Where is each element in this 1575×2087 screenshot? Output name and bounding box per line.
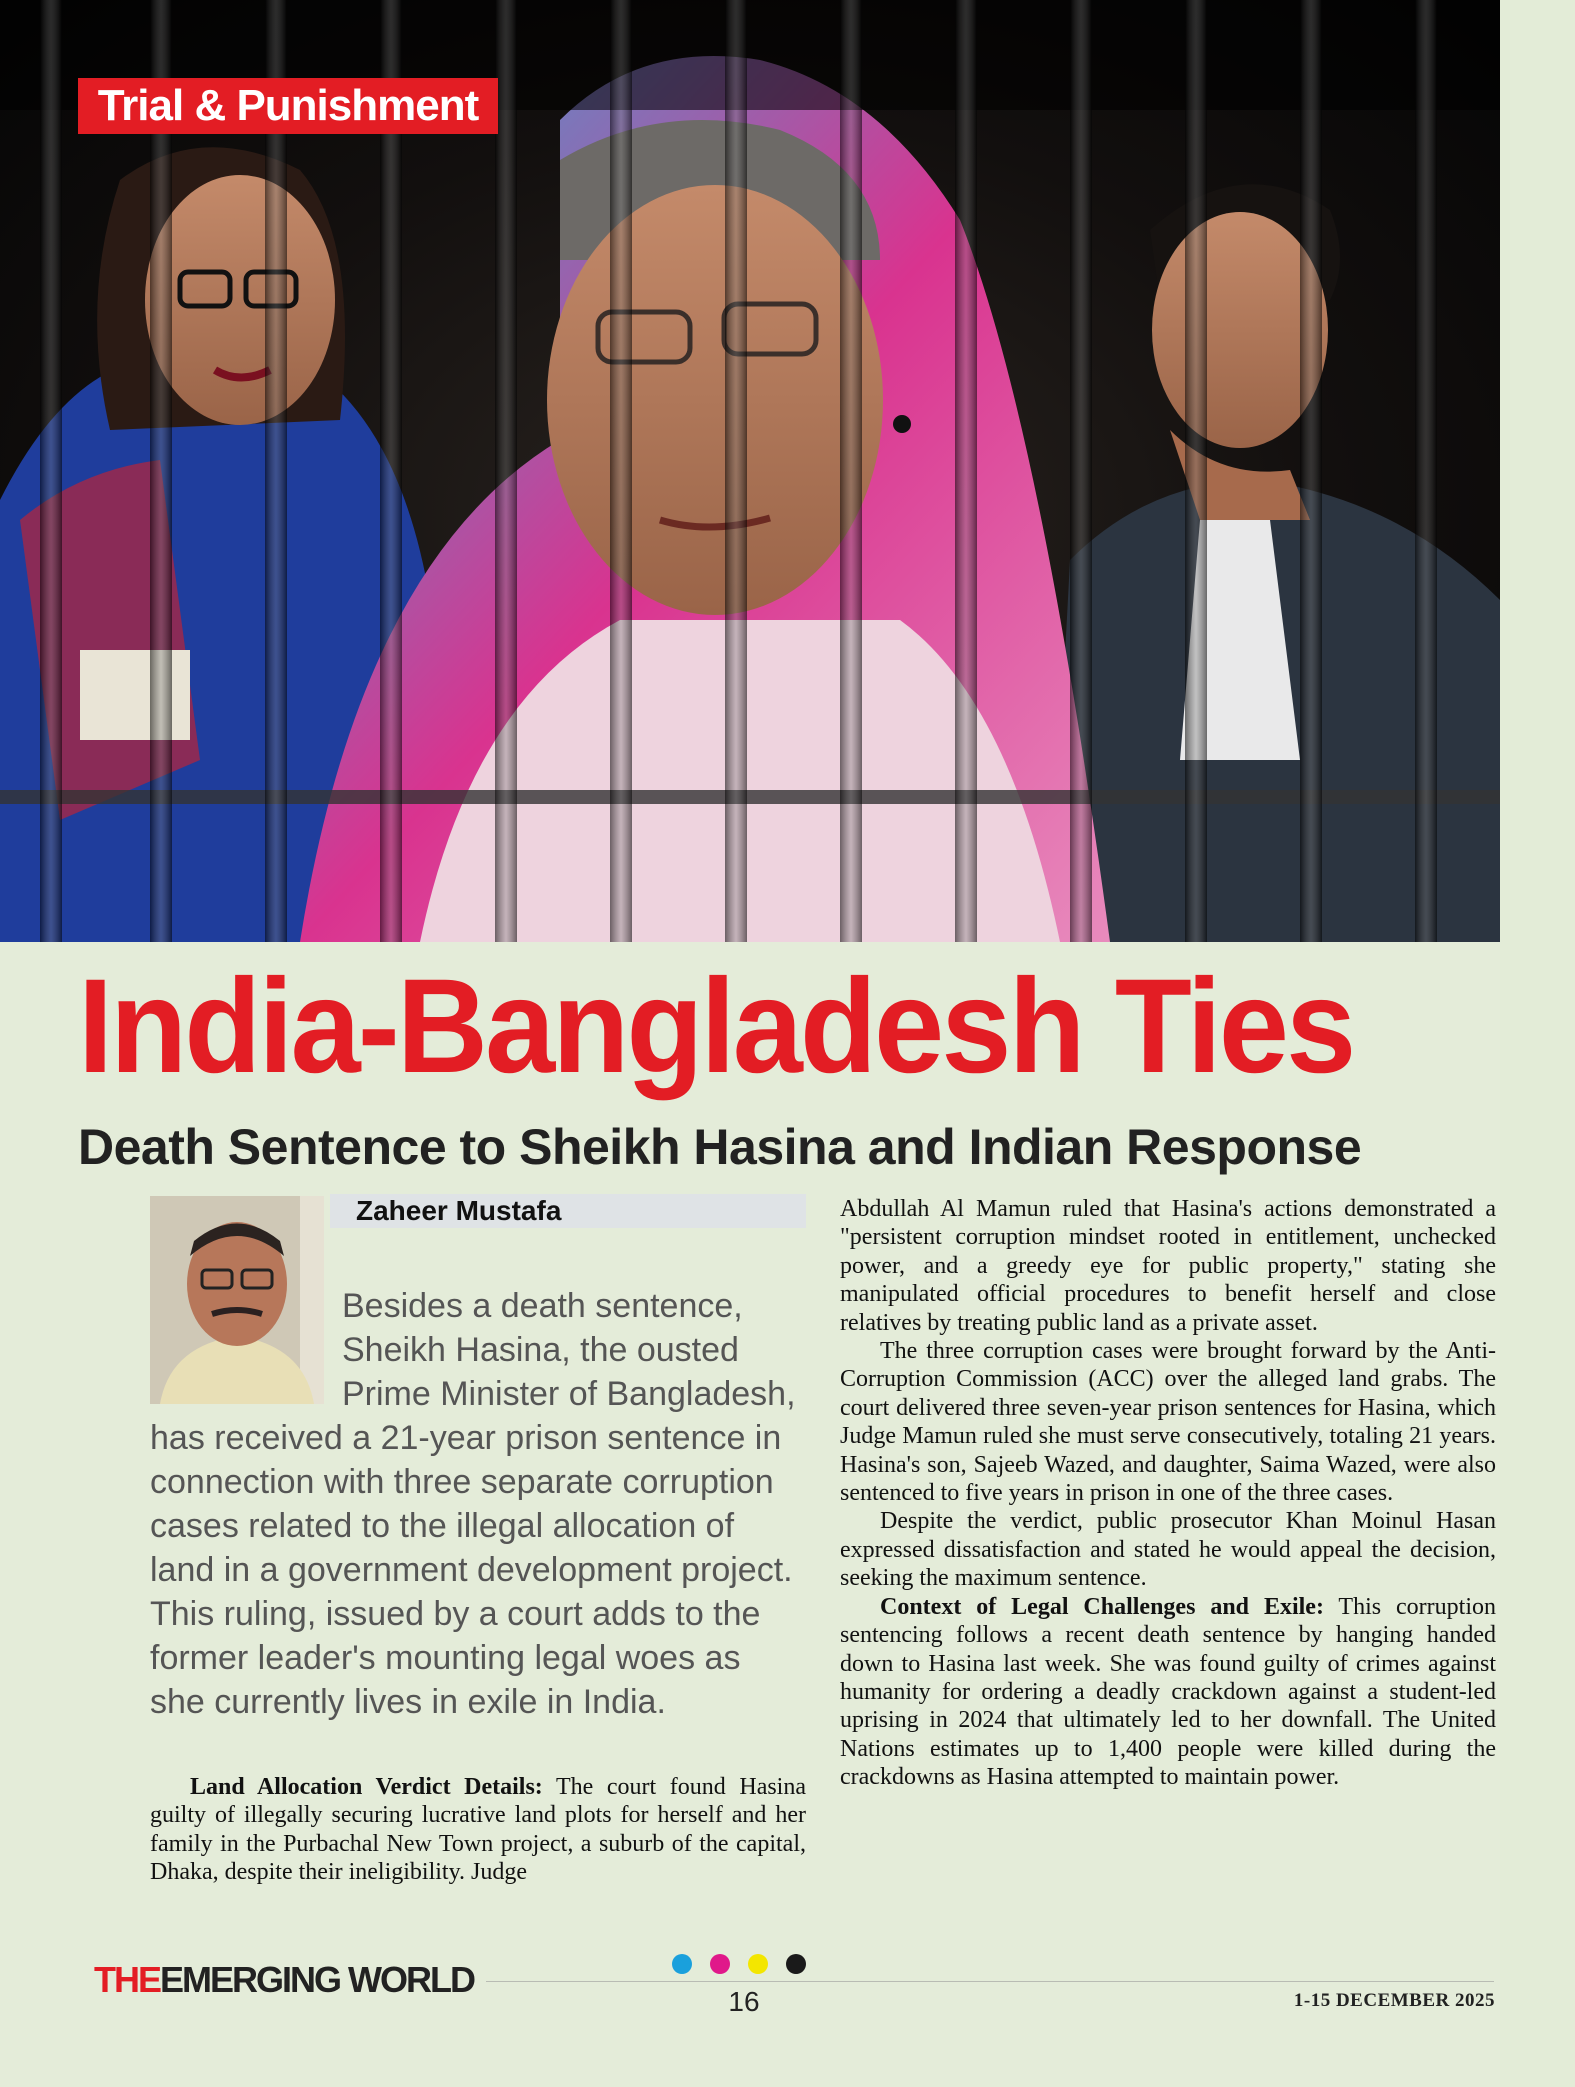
intro-line: Prime Minister of Bangladesh, (342, 1375, 796, 1413)
intro-line: has received a 21-year prison sentence in (150, 1419, 782, 1457)
paragraph-text: The court found Hasina guilty of illegally securing lucrative land plots for herself and her family in the Purbachal New Town project, a suburb of the capital, Dhaka, despite their ineligibility. Judge (150, 1774, 806, 1886)
section-tag: Trial & Punishment (78, 78, 498, 134)
intro-line: she currently lives in exile in India. (150, 1683, 666, 1721)
body-column-right (840, 1195, 1496, 1792)
body-paragraph (150, 1773, 806, 1887)
body-paragraph: The three corruption cases were brought forward by the Anti-Corruption Commission (ACC) over the alleged land grabs. The court delivered three seven-year prison sentences for Hasina, which Judge Mamun ruled she must serve consecutively, totaling 21 years. Hasina's son, Sajeeb Wazed, and daughter, Saima Wazed, were also sentenced to five years in prison in one of the three cases. (840, 1338, 1496, 1507)
paragraph-lead: Land Allocation Verdict Details: (190, 1774, 543, 1800)
intro-line: Sheikh Hasina, the ousted (342, 1331, 739, 1369)
registration-dot (786, 1954, 806, 1974)
issue-date: 1-15 DECEMBER 2025 (1293, 1990, 1495, 2011)
registration-dot (710, 1954, 730, 1974)
logo-the: THE (94, 1959, 160, 2000)
article-intro (150, 1284, 810, 1724)
logo-rest: EMERGING WORLD (160, 1959, 474, 2000)
paragraph-lead: Context of Legal Challenges and Exile: (880, 1593, 1324, 1620)
subheadline: Death Sentence to Sheikh Hasina and Indian Response (78, 1119, 1362, 1175)
intro-line: land in a government development project. (150, 1551, 793, 1589)
center-portrait (300, 56, 1110, 942)
author-name: Zaheer Mustafa (356, 1195, 562, 1226)
intro-line: former leader's mounting legal woes as (150, 1639, 741, 1677)
footer-rule (486, 1981, 1494, 1982)
intro-line: This ruling, issued by a court adds to the (150, 1595, 761, 1633)
intro-line: Besides a death sentence, (342, 1287, 743, 1325)
page-number: 16 (728, 1986, 760, 2017)
body-paragraph: Abdullah Al Mamun ruled that Hasina's actions demonstrated a "persistent corruption mindset rooted in entitlement, unchecked power, and a greedy eye for public property," stating she manipulated official procedures to benefit herself and close relatives by treating public land as a private asset. (840, 1196, 1496, 1336)
intro-line: connection with three separate corruption (150, 1463, 774, 1501)
page-margin-strip (1500, 0, 1575, 2087)
intro-line: cases related to the illegal allocation of (150, 1507, 735, 1545)
registration-dot (748, 1954, 768, 1974)
body-paragraph: Despite the verdict, public prosecutor Khan Moinul Hasan expressed dissatisfaction and stated he would appeal the decision, seeking the maximum sentence. (840, 1508, 1496, 1592)
registration-dot (672, 1954, 692, 1974)
body-column-left (150, 1773, 806, 1887)
paragraph-text: This corruption sentencing follows a recent death sentence by hanging handed down to Hasina last week. She was found guilty of crimes against humanity for ordering a deadly crackdown against a student-led uprising in 2024 that ultimately led to her downfall. The United Nations estimates up to 1,400 people were killed during the crackdowns as Hasina attempted to maintain power. (840, 1593, 1496, 1791)
body-paragraph (840, 1593, 1496, 1792)
hero-image (0, 0, 1500, 942)
publication-logo (94, 1960, 474, 2000)
hero-illustration (0, 0, 1500, 942)
headline: India-Bangladesh Ties (78, 952, 1354, 1101)
